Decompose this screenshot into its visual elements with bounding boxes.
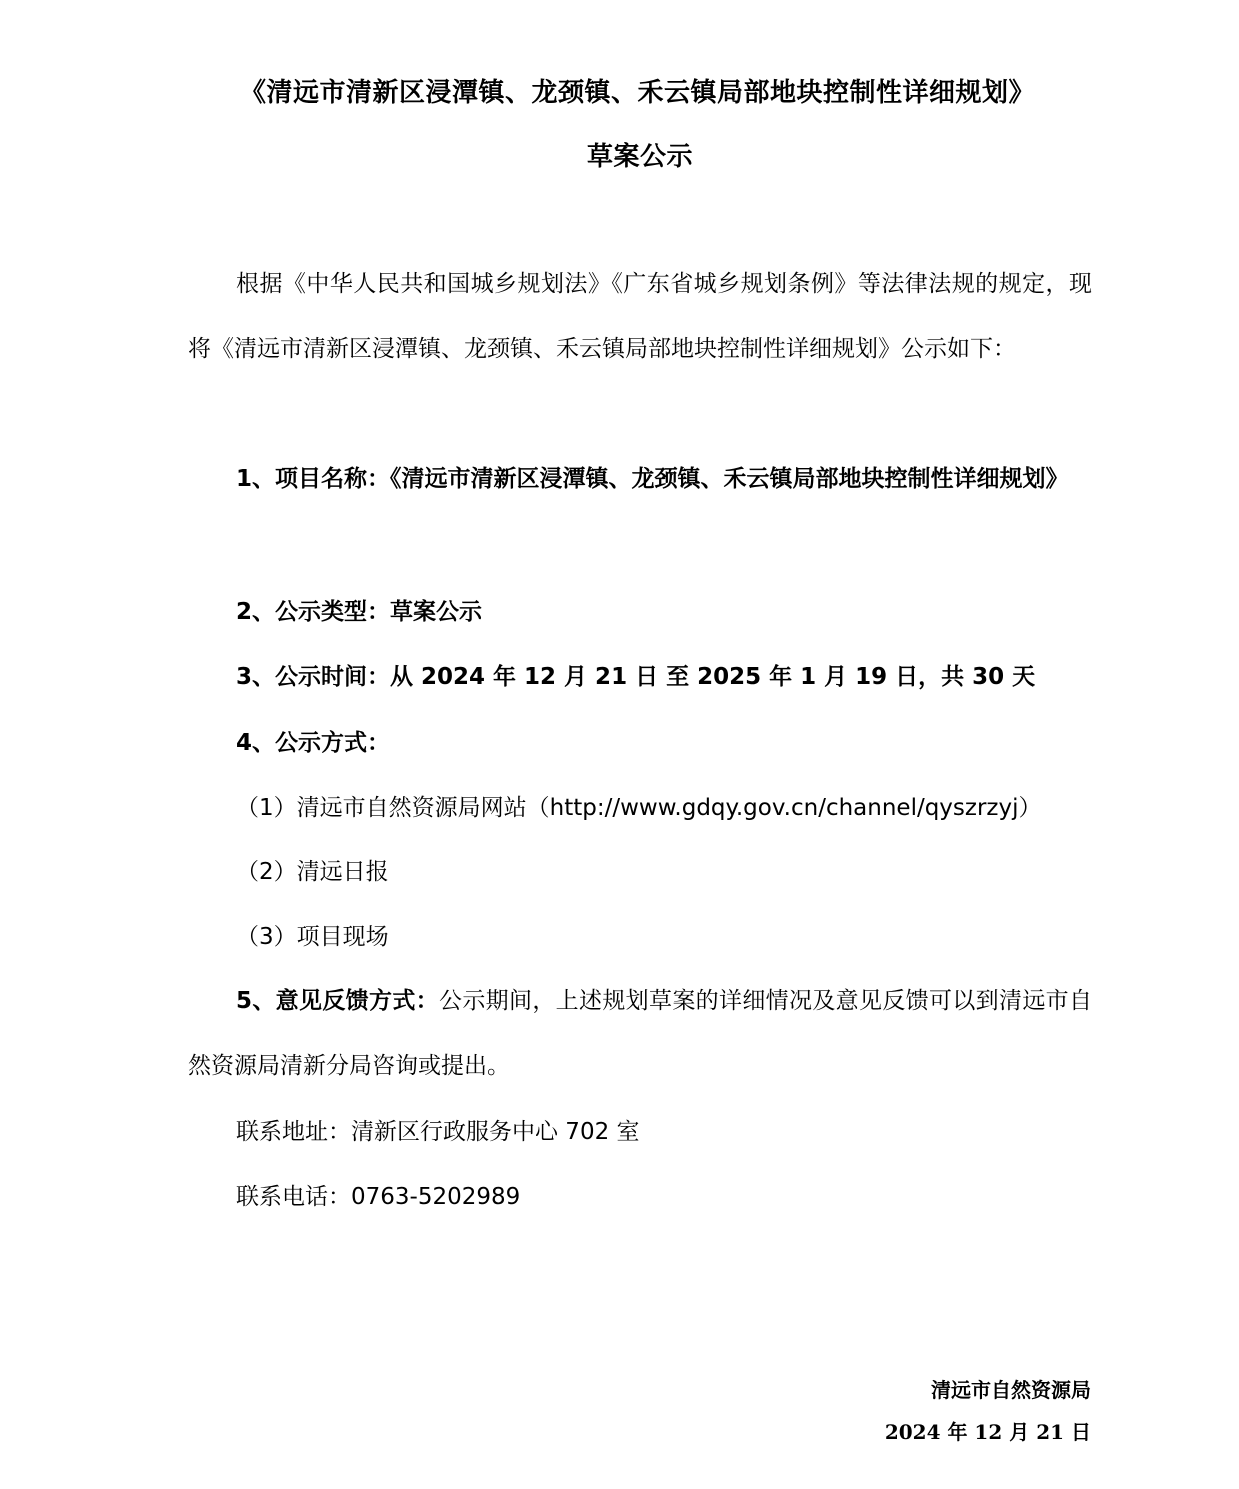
item-project-name: 1、项目名称：《清远市清新区浸潭镇、龙颈镇、禾云镇局部地块控制性详细规划》 — [236, 466, 1069, 492]
contact-address: 联系地址：清新区行政服务中心 702 室 — [236, 1119, 640, 1145]
document-subtitle: 草案公示 — [586, 142, 693, 172]
signature-org: 清远市自然资源局 — [931, 1378, 1091, 1402]
feedback-label: 5、意见反馈方式： — [236, 988, 439, 1014]
item-notice-period: 3、公示时间：从 2024 年 12 月 21 日 至 2025 年 1 月 19 日，共 30 天 — [236, 664, 1036, 690]
method-newspaper: （2）清远日报 — [236, 859, 389, 885]
method-onsite: （3）项目现场 — [236, 924, 389, 950]
document-title: 《清远市清新区浸潭镇、龙颈镇、禾云镇局部地块控制性详细规划》 — [240, 78, 1036, 108]
intro-paragraph: 根据《中华人民共和国城乡规划法》《广东省城乡规划条例》等法律法规的规定，现将《清远市清新区浸潭镇、龙颈镇、禾云镇局部地块控制性详细规划》公示如下： — [188, 271, 1092, 362]
feedback-text: 公示期间，上述规划草案的详细情况及意见反馈可以到清远市自然资源局清新分局咨询或提出。 — [188, 988, 1092, 1079]
contact-phone: 联系电话：0763-5202989 — [236, 1184, 521, 1210]
item-notice-methods: 4、公示方式： — [236, 730, 391, 756]
item-feedback — [188, 969, 1092, 1098]
signature-date: 2024 年 12 月 21 日 — [884, 1420, 1091, 1444]
item-notice-type: 2、公示类型：草案公示 — [236, 599, 483, 625]
method-website: （1）清远市自然资源局网站（http://www.gdqy.gov.cn/channel/qyszrzyj） — [236, 795, 1042, 821]
